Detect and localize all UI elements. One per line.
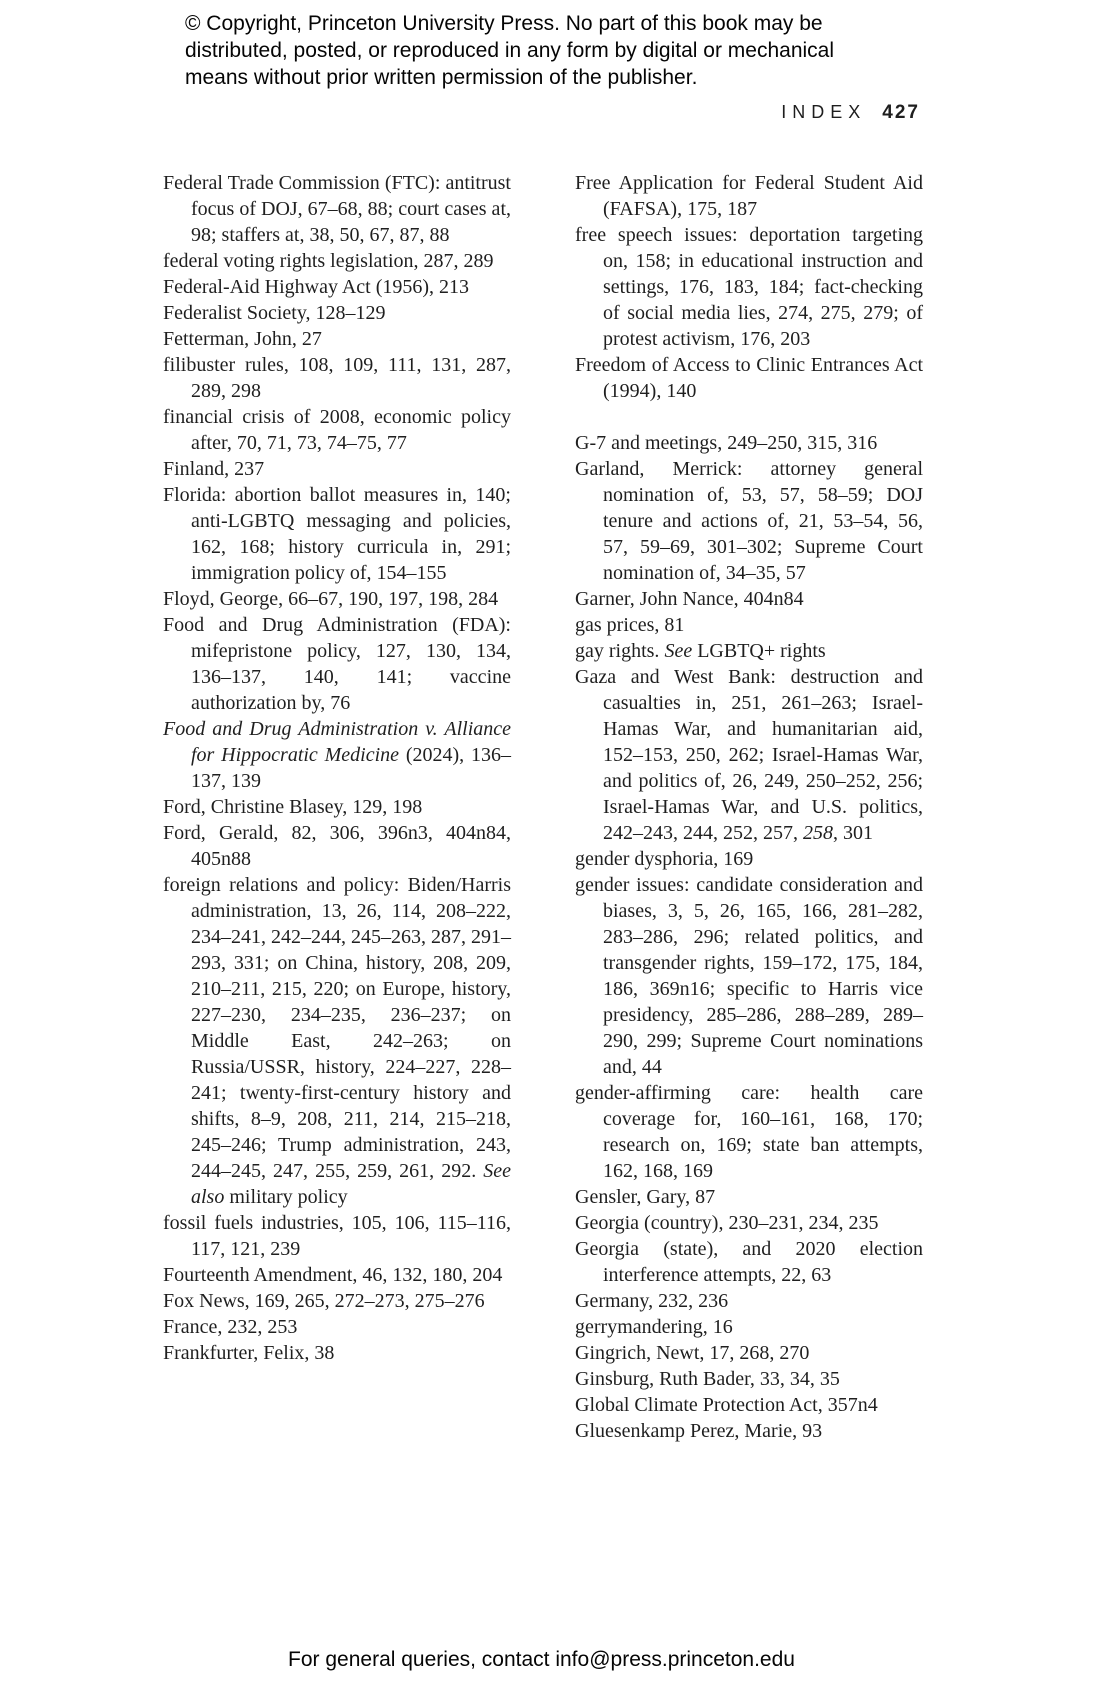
index-entry: Garner, John Nance, 404n84 xyxy=(575,588,804,610)
page-number: 427 xyxy=(882,102,920,123)
index-entry: Free Application for Federal Student Aid (FAFSA), 175, 187 xyxy=(575,172,923,220)
index-entry: gay rights. See LGBTQ+ rights xyxy=(575,640,826,662)
index-entry: Finland, 237 xyxy=(163,458,265,480)
index-entry: financial crisis of 2008, economic policy after, 70, 71, 73, 74–75, 77 xyxy=(163,406,511,454)
copyright-notice xyxy=(185,10,865,91)
footer-contact xyxy=(163,1648,920,1672)
index-entry: Fetterman, John, 27 xyxy=(163,328,322,350)
index-section-label: INDEX xyxy=(781,102,867,122)
index-entry: France, 232, 253 xyxy=(163,1316,298,1338)
index-entry: Global Climate Protection Act, 357n4 xyxy=(575,1394,878,1416)
index-entry: Floyd, George, 66–67, 190, 197, 198, 284 xyxy=(163,588,499,610)
index-entry: Ginsburg, Ruth Bader, 33, 34, 35 xyxy=(575,1368,840,1390)
index-entry: Gaza and West Bank: destruction and casualties in, 251, 261–263; Israel-Hamas War, and humanitarian aid, 152–153, 250, 262; Israel-Hamas War, and politics of, 26, 249, 250–252, 256; Israel-Hamas War, and U.S. politics, 242–243, 244, 252, 257, 258, 301 xyxy=(575,666,923,844)
index-entry: Freedom of Access to Clinic Entrances Act (1994), 140 xyxy=(575,354,923,402)
index-entry: free speech issues: deportation targeting on, 158; in educational instruction and settings, 176, 183, 184; fact-checking of social media lies, 274, 275, 279; of protest activism, 176, 203 xyxy=(575,224,923,350)
index-entry: Gensler, Gary, 87 xyxy=(575,1186,716,1208)
index-entry: federal voting rights legislation, 287, 289 xyxy=(163,250,494,272)
index-entry: Garland, Merrick: attorney general nomination of, 53, 57, 58–59; DOJ tenure and actions of, 21, 53–54, 56, 57, 59–69, 301–302; Supreme Court nomination of, 34–35, 57 xyxy=(575,458,923,584)
index-entry: fossil fuels industries, 105, 106, 115–116, 117, 121, 239 xyxy=(163,1212,511,1260)
index-entry: Fox News, 169, 265, 272–273, 275–276 xyxy=(163,1290,485,1312)
index-entry: Federal Trade Commission (FTC): antitrust focus of DOJ, 67–68, 88; court cases at, 98; staffers at, 38, 50, 67, 87, 88 xyxy=(163,172,511,246)
index-entry: Food and Drug Administration (FDA): mifepristone policy, 127, 130, 134, 136–137, 140, 141; vaccine authorization by, 76 xyxy=(163,614,511,714)
index-column-left xyxy=(163,170,511,1444)
index-entry: Federal-Aid Highway Act (1956), 213 xyxy=(163,276,470,298)
index-entry: gender dysphoria, 169 xyxy=(575,848,754,870)
index-entry: Ford, Christine Blasey, 129, 198 xyxy=(163,796,423,818)
section-break xyxy=(575,404,923,430)
index-columns xyxy=(163,170,923,1444)
index-entry: Georgia (country), 230–231, 234, 235 xyxy=(575,1212,879,1234)
index-entry: Gluesenkamp Perez, Marie, 93 xyxy=(575,1420,823,1442)
index-entry: Fourteenth Amendment, 46, 132, 180, 204 xyxy=(163,1264,503,1286)
index-entry: gender issues: candidate consideration and biases, 3, 5, 26, 165, 166, 281–282, 283–286, 296; related politics, and transgender rights, 159–172, 175, 184, 186, 369n16; specific to Harris vice presidency, 285–286, 288–289, 289–290, 299; Supreme Court nominations and, 44 xyxy=(575,874,923,1078)
index-entry: Ford, Gerald, 82, 306, 396n3, 404n84, 405n88 xyxy=(163,822,511,870)
copyright-line: distributed, posted, or reproduced in any form by digital or mechanical xyxy=(185,39,835,62)
index-entry: Federalist Society, 128–129 xyxy=(163,302,386,324)
index-entry: foreign relations and policy: Biden/Harris administration, 13, 26, 114, 208–222, 234–241, 242–244, 245–263, 287, 291–293, 331; on China, history, 208, 209, 210–211, 215, 220; on Europe, history, 227–230, 234–235, 236–237; on Middle East, 242–263; on Russia/USSR, history, 224–227, 228–241; twenty-first-century history and shifts, 8–9, 208, 211, 214, 215–218, 245–246; Trump administration, 243, 244–245, 247, 255, 259, 261, 292. See also military policy xyxy=(163,874,511,1208)
index-entry: Germany, 232, 236 xyxy=(575,1290,729,1312)
index-entry: gender-affirming care: health care coverage for, 160–161, 168, 170; research on, 169; state ban attempts, 162, 168, 169 xyxy=(575,1082,923,1182)
index-entry: gas prices, 81 xyxy=(575,614,685,636)
copyright-line: © Copyright, Princeton University Press. No part of this book may be xyxy=(185,12,823,35)
running-head xyxy=(163,102,920,124)
index-entry: G-7 and meetings, 249–250, 315, 316 xyxy=(575,432,878,454)
copyright-line: means without prior written permission of the publisher. xyxy=(185,66,698,89)
footer-contact-text: For general queries, contact info@press.princeton.edu xyxy=(288,1648,795,1671)
index-entry: gerrymandering, 16 xyxy=(575,1316,733,1338)
index-entry: filibuster rules, 108, 109, 111, 131, 287, 289, 298 xyxy=(163,354,511,402)
index-column-right xyxy=(575,170,923,1444)
index-entry: Florida: abortion ballot measures in, 140; anti-LGBTQ messaging and policies, 162, 168; history curricula in, 291; immigration policy of, 154–155 xyxy=(163,484,511,584)
index-entry: Georgia (state), and 2020 election interference attempts, 22, 63 xyxy=(575,1238,923,1286)
index-entry: Frankfurter, Felix, 38 xyxy=(163,1342,335,1364)
index-entry: Food and Drug Administration v. Alliance for Hippocratic Medicine (2024), 136–137, 139 xyxy=(163,718,511,792)
index-entry: Gingrich, Newt, 17, 268, 270 xyxy=(575,1342,810,1364)
